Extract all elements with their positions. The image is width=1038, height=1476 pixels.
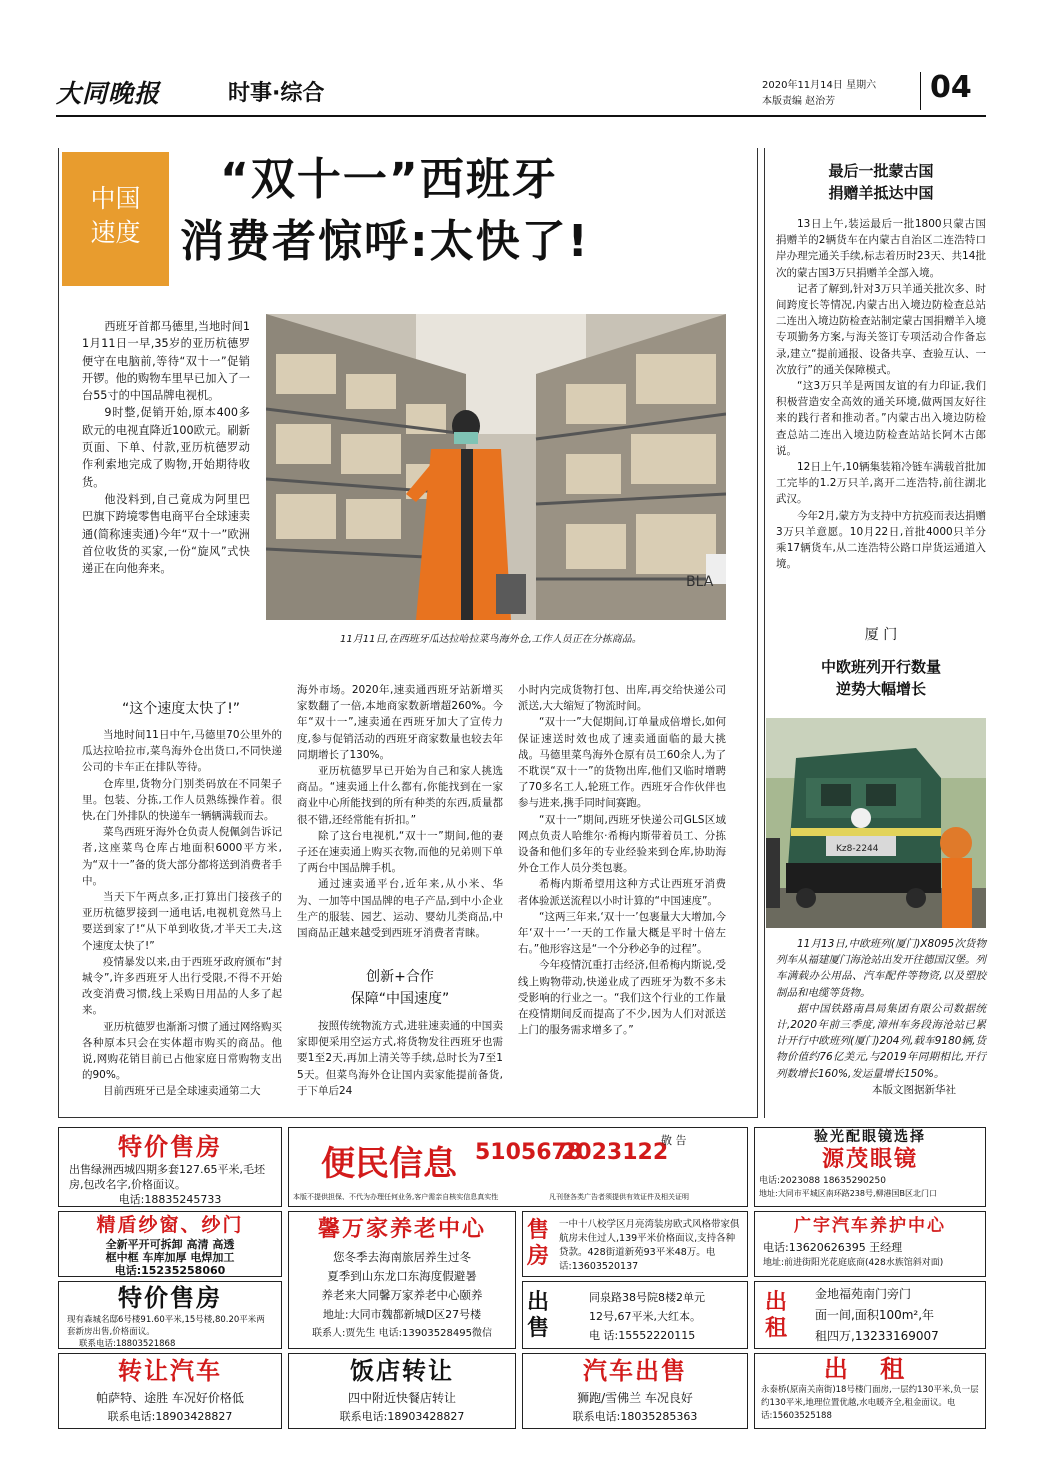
ad-title: 馨万家养老中心 <box>317 1217 486 1242</box>
ad-address: 地址:前进街阳光花庭底商(428水族馆斜对面) <box>763 1258 944 1268</box>
ad-line: 面一间,面积100m²,年 <box>815 1308 935 1322</box>
headline-line-1: “双十一”西班牙 <box>220 154 558 205</box>
ad-body: 一中十八校学区月亮湾装房欧式风格带家俱航房未住过人,139平米价格面议,支持各种贷款。428街道新苑93平米48万。电话:13603520137 <box>559 1219 740 1272</box>
ad-title: 转让汽车 <box>118 1357 222 1385</box>
sidebar-story-mongolia <box>776 160 986 572</box>
ad-phone: 电话:2023088 18635290250 <box>759 1176 886 1186</box>
sidebar-title-line-2: 逆势大幅增长 <box>835 680 926 698</box>
ad-title: 汽车出售 <box>583 1357 687 1385</box>
ad-line: 狮跑/雪佛兰 车况良好 <box>577 1391 693 1405</box>
ad-line: 养老来大同馨万家养老中心颐养 <box>321 1288 483 1302</box>
svg-text:BLA: BLA <box>686 574 714 590</box>
section-title: 时事·综合 <box>228 81 325 106</box>
sidebar-title <box>776 160 986 204</box>
ad-apartment-sale <box>522 1281 748 1349</box>
ad-storefront-rent <box>754 1353 986 1429</box>
body-column-2 <box>297 682 503 941</box>
subheading-line-2: 保障“中国速度” <box>350 991 450 1007</box>
logo: 大同晚报 <box>56 79 161 108</box>
sidebar-paragraph: 13日上午,装运最后一批1800只蒙古国捐赠羊的2辆货车在内蒙古自治区二连浩特口岸办理完通关手续,标志着历时23天、共14批次的蒙古国3万只捐赠羊全部入境。 <box>776 218 986 279</box>
ad-elderly-care <box>288 1211 516 1349</box>
sidebar-title-line-1: 中欧班列开行数量 <box>820 658 941 676</box>
ad-glasses <box>754 1127 986 1207</box>
ad-title: 特价售房 <box>118 1133 222 1161</box>
body-column-2b <box>297 1018 503 1099</box>
train-plate: Kz8-2244 <box>836 844 879 854</box>
ad-phone: 电 话:15552220115 <box>589 1329 696 1342</box>
train-caption: 11月13日,中欧班列(厦门)X8095次货物列车从福建厦门海沧站出发开往德国汉堡。列车满载办公用品、汽车配件等物资,以及塑胶制品和电缆等货物。 <box>776 938 986 999</box>
body-paragraph: 除了这台电视机,“双十一”期间,他的妻子还在速卖通上购买衣物,而他的兄弟则下单了两台中国品牌手机。 <box>297 829 503 875</box>
ad-notice: 敬 告 <box>661 1134 687 1147</box>
train-photo <box>766 718 986 928</box>
ad-convenience-info <box>288 1127 748 1207</box>
body-paragraph: 亚历杭德罗早已开始为自己和家人挑选商品。“速卖通上什么都有,你能找到在一家商业中心所能找到的所有种类的东西,质量都很不错,还经常能有折扣。” <box>297 765 503 826</box>
sidebar-paragraph: 记者了解到,针对3万只羊通关批次多、时间跨度长等情况,内蒙古出入境边防检查总站二连出入境边防检查站制定蒙古国捐赠羊入境专项勤务方案,与海关签订专项活动合作备忘录,建立“提前通报、设备共享、查验互认、一次放行”的通关保障模式。 <box>776 282 986 376</box>
ad-phone: 电话:18835245733 <box>118 1193 222 1206</box>
sidebar-title-line-2: 捐赠羊抵达中国 <box>828 184 934 202</box>
headline <box>180 150 750 272</box>
ad-address: 地址:大同市魏都新城D区27号楼 <box>322 1308 482 1321</box>
ad-phone: 租四万,13233169007 <box>815 1329 939 1343</box>
body-paragraph: 小时内完成货物打包、出库,再交给快递公司派送,大大缩短了物流时间。 <box>518 684 726 713</box>
source-credit: 本版文图据新华社 <box>872 1083 956 1096</box>
subheading-speed: “这个速度太快了!” <box>121 701 241 717</box>
ad-line: 四中附近快餐店转让 <box>347 1391 456 1405</box>
ad-restaurant-transfer <box>288 1353 516 1429</box>
ad-title: 特价售房 <box>118 1284 222 1312</box>
body-paragraph: 今年疫情沉重打击经济,但希梅内斯说,受线上购物带动,快递业成了西班牙为数不多未受影响的行业之一。“我们这个行业的工作量在疫情期间反而提高了不少,因为人们对派送上门的服务需求增多了。” <box>518 959 726 1037</box>
ad-house-sale-1 <box>58 1127 282 1207</box>
ad-phone-1: 5105678 <box>475 1140 583 1165</box>
ad-body: 永泰桥(原南关南街)18号楼门面房,一层约130平米,负一层约130平米,地理位置优越,水电暖齐全,租金面议。电话:15603525188 <box>761 1385 979 1421</box>
ad-line: 金地福苑南门旁门 <box>815 1287 912 1301</box>
body-paragraph: 按照传统物流方式,进驻速卖通的中国卖家即便采用空运方式,将货物发往西班牙也需要1至2天,再加上清关等手续,总时长为7至15天。但菜鸟海外仓让国内卖家能提前备货,于下单后24 <box>297 1020 503 1097</box>
masthead-rule <box>56 115 986 117</box>
ad-phone: 电话:13620626395 王经理 <box>763 1241 903 1254</box>
sidebar-title <box>776 656 986 700</box>
ad-house-sale-2 <box>522 1211 748 1277</box>
page-number: 04 <box>930 70 972 105</box>
tag-line-1: 中国 <box>90 184 141 213</box>
ad-address: 地址:大同市平城区南环路238号,柳港国B区北门口 <box>759 1189 937 1198</box>
ad-phone-2: 2023122 <box>561 1140 669 1165</box>
train-illustration <box>766 718 986 928</box>
ad-line: 框中框 车库加厚 电焊加工 <box>105 1251 235 1264</box>
sidebar-divider <box>764 148 765 1118</box>
body-paragraph: 当天下午两点多,正打算出门接孩子的亚历杭德罗接到一通电话,电视机竟然马上要送到家了!“从下单到收货,才半天工夫,这个速度太快了!” <box>82 891 282 952</box>
ad-phone: 联系电话:18803521868 <box>79 1339 176 1349</box>
body-paragraph: 疫情暴发以来,由于西班牙政府颁布“封城令”,许多西班牙人出行受限,不得不开始改变消费习惯,线上采购日用品的人多了起来。 <box>82 955 282 1017</box>
sidebar-story-xiamen-text <box>776 936 986 1098</box>
body-paragraph: 当地时间11日中午,马德里70公里外的瓜达拉哈拉市,菜鸟海外仓出货口,不同快递公司的卡车正在排队等待。 <box>82 729 282 774</box>
masthead-divider <box>920 72 921 110</box>
ad-subtitle: 源茂眼镜 <box>821 1147 918 1172</box>
ad-title: 验光配眼镜选择 <box>814 1129 926 1145</box>
ad-fine-print-2: 凡刊登各类广告者须提供有效证件及相关证明 <box>549 1193 689 1201</box>
ad-shop-rent <box>754 1281 986 1349</box>
tag-line-2: 速度 <box>90 218 141 247</box>
body-paragraph: 希梅内斯希望用这种方式让西班牙消费者体验派送流程以小时计算的“中国速度”。 <box>518 878 726 907</box>
body-paragraph: 菜鸟西班牙海外仓负责人倪佩剑告诉记者,这座菜鸟仓库占地面积6000平方米,为“双十一”备的货大部分都将送到消费者手中。 <box>82 826 282 887</box>
ad-line: 全新平开可拆卸 高清 高透 <box>105 1238 235 1251</box>
sidebar-paragraph: 据中国铁路南昌局集团有限公司数据统计,2020年前三季度,漳州车务段海沧站已累计开行中欧班列(厦门)204列,载车9180辆,货物价值约76亿美元,与2019年同期相比,开行列数增长160%,发运量增长150%。 <box>776 1002 986 1080</box>
sidebar-text <box>776 216 986 572</box>
ad-title: 出 租 <box>823 1355 917 1383</box>
body-paragraph: 仓库里,货物分门别类码放在不同架子里。包装、分拣,工作人员熟练操作着。很快,在门外排队的快递车一辆辆满载而去。 <box>82 777 282 823</box>
issue-date: 2020年11月14日 星期六 <box>762 80 877 91</box>
ad-phone: 联系电话:18903428827 <box>339 1410 465 1423</box>
ad-window-screen <box>58 1211 282 1277</box>
lead-paragraph: 西班牙首都马德里,当地时间11月11日一早,35岁的亚历杭德罗便守在电脑前,等待“双十一”促销开锣。他的购物车里早已加入了一台55寸的中国品牌电视机。 <box>82 320 250 403</box>
body-column-3 <box>518 682 726 1038</box>
body-paragraph: 亚历杭德罗也渐渐习惯了通过网络购买各种原本只会在实体超市购买的商品。他说,网购花销目前已占他家庭日常购物支出的90%。 <box>82 1020 282 1082</box>
ad-phone: 电话:15235258060 <box>114 1264 226 1277</box>
lead-text <box>82 318 250 577</box>
ad-line: 帕萨特、途胜 车况好价格低 <box>96 1391 244 1405</box>
ad-house-sale-3 <box>58 1281 282 1349</box>
ad-line: 夏季到山东龙口东海度假避暑 <box>327 1269 477 1283</box>
ad-line: 您冬季去海南旅居养生过冬 <box>333 1250 471 1264</box>
ad-phone: 联系电话:18035285363 <box>572 1410 698 1423</box>
ad-fine-print: 本版不提供担保、不代为办理任何业务,客户需亲自核实信息真实性 <box>293 1193 499 1201</box>
ad-title: 售房 <box>527 1218 550 1269</box>
ad-title: 出售 <box>527 1290 550 1341</box>
sidebar-paragraph: 今年2月,蒙方为支持中方抗疫而表达捐赠3万只羊意愿。10月22日,首批4000只羊分乘17辆货车,从二连浩特公路口岸货运通道入境。 <box>776 509 986 571</box>
ad-line: 同泉路38号院8楼2单元 <box>589 1291 705 1304</box>
ad-phone: 联系电话:18903428827 <box>107 1410 233 1423</box>
warehouse-illustration <box>266 314 726 620</box>
ad-car-transfer <box>58 1353 282 1429</box>
ad-car-care <box>754 1211 986 1277</box>
ad-title: 便民信息 <box>321 1144 457 1184</box>
headline-line-2: 消费者惊呼:太快了! <box>180 216 590 267</box>
editor-credit: 本版责编 赵治芳 <box>762 96 836 107</box>
body-paragraph: 通过速卖通平台,近年来,从小米、华为、一加等中国品牌的电子产品,到中小企业生产的服装、园艺、运动、婴幼儿类商品,中国商品正越来越受到西班牙消费者青睐。 <box>297 878 503 940</box>
ad-title: 饭店转让 <box>350 1357 454 1385</box>
ad-contact: 联系人:贾先生 电话:13903528495微信 <box>312 1328 492 1339</box>
ad-title: 精盾纱窗、纱门 <box>96 1214 244 1236</box>
subheading-innovation <box>297 966 503 1010</box>
ad-title: 出租 <box>765 1290 788 1341</box>
lead-paragraph: 他没料到,自己竟成为阿里巴巴旗下跨境零售电商平台全球速卖通(简称速卖通)今年“双十一”欧洲首位收货的买家,一份“旋风”式快递正在向他奔来。 <box>82 492 250 576</box>
body-column-1 <box>82 727 282 1100</box>
warehouse-photo <box>266 314 726 620</box>
ad-line: 12号,67平米,大红本。 <box>589 1310 701 1323</box>
sidebar-paragraph: 12日上午,10辆集装箱冷链车满载首批加工完毕的1.2万只羊,离开二连浩特,前往湖北武汉。 <box>776 461 986 506</box>
body-paragraph: 海外市场。2020年,速卖通西班牙站新增买家数翻了一倍,本地商家数新增超260%。今年“双十一”,速卖通在西班牙加大了宣传力度,参与促销活动的西班牙商家数量也较去年同期增长了130%。 <box>297 684 503 761</box>
subheading-line-1: 创新+合作 <box>366 969 434 985</box>
sidebar-story-xiamen <box>776 624 986 700</box>
ad-body: 现有森城名邸6号楼91.60平米,15号楼,80.20平米两套新房出售,价格面议。 <box>67 1315 265 1337</box>
ad-title: 广宇汽车养护中心 <box>794 1216 946 1236</box>
body-paragraph: 目前西班牙已是全球速卖通第二大 <box>103 1085 261 1098</box>
sidebar-title-line-1: 最后一批蒙古国 <box>828 162 934 180</box>
section-tag <box>62 152 169 286</box>
ad-body: 出售绿洲西城四期多套127.65平米,毛坯房,包改名字,价格面议。 <box>69 1163 265 1191</box>
sidebar-paragraph: “这3万只羊是两国友谊的有力印证,我们积极营造安全高效的通关环境,做两国友好往来的践行者和推动者。”内蒙古出入境边防检查总站二连出入境边防检查站站长阿木古郎说。 <box>776 380 986 457</box>
body-paragraph: “双十一”大促期间,订单量成倍增长,如何保证速送时效也成了速卖通面临的最大挑战。马德里菜鸟海外仓原有员工60余人,为了不耽误“双十一”的货物出库,他们又临时增聘了70多名工人,轮班工作。西班牙合作伙伴也参与进来,携手同时间赛跑。 <box>518 716 726 810</box>
body-paragraph: “双十一”期间,西班牙快递公司GLS区域网点负责人哈维尔·希梅内斯带着员工、分拣设备和他们多年的专业经验来到仓库,协助海外仓工作人员分类包裹。 <box>518 813 726 875</box>
masthead <box>56 70 986 114</box>
photo-caption: 11月11日,在西班牙瓜达拉哈拉菜鸟海外仓,工作人员正在分拣商品。 <box>340 634 642 645</box>
ad-car-sale <box>522 1353 748 1429</box>
body-paragraph: “这两三年来,‘双十一’包裹量大大增加,今年‘双十一’一天的工作量大概是平时十倍左右。”他形容这是“一个分秒必争的过程”。 <box>518 910 726 956</box>
dateline: 厦 门 <box>864 627 898 643</box>
lead-paragraph: 9时整,促销开始,原本400多欧元的电视直降近100欧元。刷新页面、下单、付款,亚历杭德罗动作利索地完成了购物,开始期待收货。 <box>82 406 250 489</box>
